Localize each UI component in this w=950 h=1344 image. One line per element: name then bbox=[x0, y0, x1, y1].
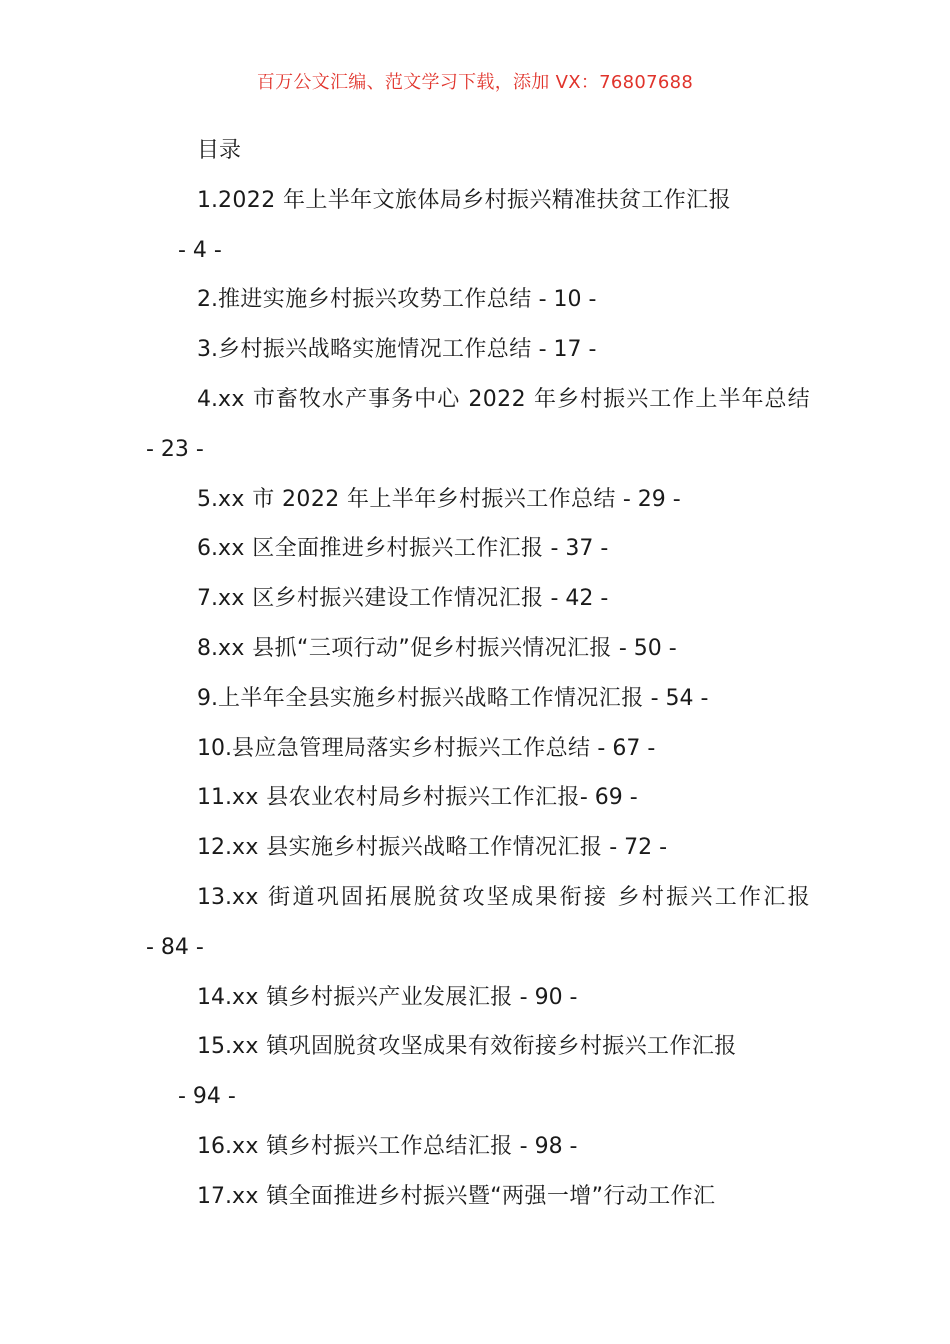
header-contact-note: 百万公文汇编、范文学习下载，添加 VX：76807688 bbox=[256, 72, 694, 93]
toc-item-page: - 94 - bbox=[178, 1084, 236, 1110]
toc-item-number: 14. bbox=[197, 984, 232, 1010]
toc-item-text: xx 市畜牧水产事务中心 2022 年乡村振兴工作上半年总结 bbox=[218, 386, 810, 412]
toc-title: 目录 bbox=[197, 138, 242, 163]
toc-item-number: 9. bbox=[197, 685, 218, 711]
toc-item-page: - 37 - bbox=[550, 536, 609, 562]
toc-item-text: xx 镇乡村振兴产业发展汇报 bbox=[232, 984, 513, 1010]
toc-item-number: 16. bbox=[197, 1133, 232, 1159]
toc-item-page: - 42 - bbox=[550, 586, 609, 612]
toc-item[interactable] bbox=[146, 624, 810, 674]
toc-item[interactable] bbox=[146, 724, 810, 774]
toc-item[interactable] bbox=[146, 1022, 810, 1122]
toc-item-text: xx 区全面推进乡村振兴工作汇报 bbox=[218, 536, 544, 562]
toc-item-text: xx 区乡村振兴建设工作情况汇报 bbox=[218, 586, 544, 612]
toc-item-number: 15. bbox=[197, 1034, 232, 1060]
toc-item-text: xx 街道巩固拓展脱贫攻坚成果衔接 乡村振兴工作汇报 bbox=[232, 884, 810, 910]
toc-item-page: - 4 - bbox=[178, 237, 222, 263]
toc-item-number: 17. bbox=[197, 1183, 232, 1209]
toc-item-number: 2. bbox=[197, 287, 218, 313]
toc-item-number: 13. bbox=[197, 884, 232, 910]
toc-item-text: 县应急管理局落实乡村振兴工作总结 bbox=[232, 735, 591, 761]
toc-item-page: - 10 - bbox=[538, 287, 597, 313]
toc-item-number: 6. bbox=[197, 536, 218, 562]
toc-item[interactable] bbox=[146, 375, 810, 475]
toc-item-text: 2022 年上半年文旅体局乡村振兴精准扶贫工作汇报 bbox=[218, 187, 731, 213]
toc-item-number: 1. bbox=[197, 187, 218, 213]
toc-item-page: - 54 - bbox=[650, 685, 709, 711]
toc-item-page: - 69 - bbox=[579, 785, 638, 811]
toc-item-text: xx 县实施乡村振兴战略工作情况汇报 bbox=[232, 835, 603, 861]
toc-item[interactable] bbox=[146, 823, 810, 873]
toc-item[interactable] bbox=[146, 524, 810, 574]
toc-item-number: 10. bbox=[197, 735, 232, 761]
toc-item-page: - 23 - bbox=[146, 436, 204, 462]
toc-item-text: xx 县抓“三项行动”促乡村振兴情况汇报 bbox=[218, 635, 612, 661]
toc-item[interactable] bbox=[146, 773, 810, 823]
toc-item-page: - 98 - bbox=[519, 1133, 578, 1159]
toc-item-number: 3. bbox=[197, 337, 218, 363]
toc-item-page: - 29 - bbox=[622, 486, 681, 512]
toc-item-text: xx 市 2022 年上半年乡村振兴工作总结 bbox=[218, 486, 616, 512]
table-of-contents bbox=[146, 126, 810, 1222]
toc-item-text: xx 镇全面推进乡村振兴暨“两强一增”行动工作汇 bbox=[232, 1183, 716, 1209]
toc-item-page: - 84 - bbox=[146, 934, 204, 960]
toc-item-number: 12. bbox=[197, 835, 232, 861]
toc-item-number: 8. bbox=[197, 635, 218, 661]
toc-item-text: 乡村振兴战略实施情况工作总结 bbox=[218, 337, 532, 363]
toc-item[interactable] bbox=[146, 1172, 810, 1222]
toc-item-text: 上半年全县实施乡村振兴战略工作情况汇报 bbox=[218, 685, 644, 711]
toc-item-text: xx 镇巩固脱贫攻坚成果有效衔接乡村振兴工作汇报 bbox=[232, 1034, 737, 1060]
toc-item-page: - 72 - bbox=[609, 835, 668, 861]
toc-item-page: - 67 - bbox=[597, 735, 656, 761]
toc-item-page: - 17 - bbox=[538, 337, 597, 363]
toc-item[interactable] bbox=[146, 475, 810, 525]
toc-item[interactable] bbox=[146, 973, 810, 1023]
toc-item-number: 7. bbox=[197, 586, 218, 612]
toc-item-text: xx 县农业农村局乡村振兴工作汇报 bbox=[232, 785, 580, 811]
toc-item[interactable] bbox=[146, 176, 810, 276]
toc-item-text: xx 镇乡村振兴工作总结汇报 bbox=[232, 1133, 513, 1159]
toc-item[interactable] bbox=[146, 325, 810, 375]
toc-item[interactable] bbox=[146, 574, 810, 624]
toc-item-number: 4. bbox=[197, 386, 218, 412]
toc-item[interactable] bbox=[146, 873, 810, 973]
toc-item-number: 11. bbox=[197, 785, 232, 811]
toc-item-page: - 50 - bbox=[618, 635, 677, 661]
toc-item[interactable] bbox=[146, 1122, 810, 1172]
toc-item[interactable] bbox=[146, 674, 810, 724]
toc-item-page: - 90 - bbox=[519, 984, 578, 1010]
toc-item[interactable] bbox=[146, 275, 810, 325]
toc-item-number: 5. bbox=[197, 486, 218, 512]
toc-item-text: 推进实施乡村振兴攻势工作总结 bbox=[218, 287, 532, 313]
